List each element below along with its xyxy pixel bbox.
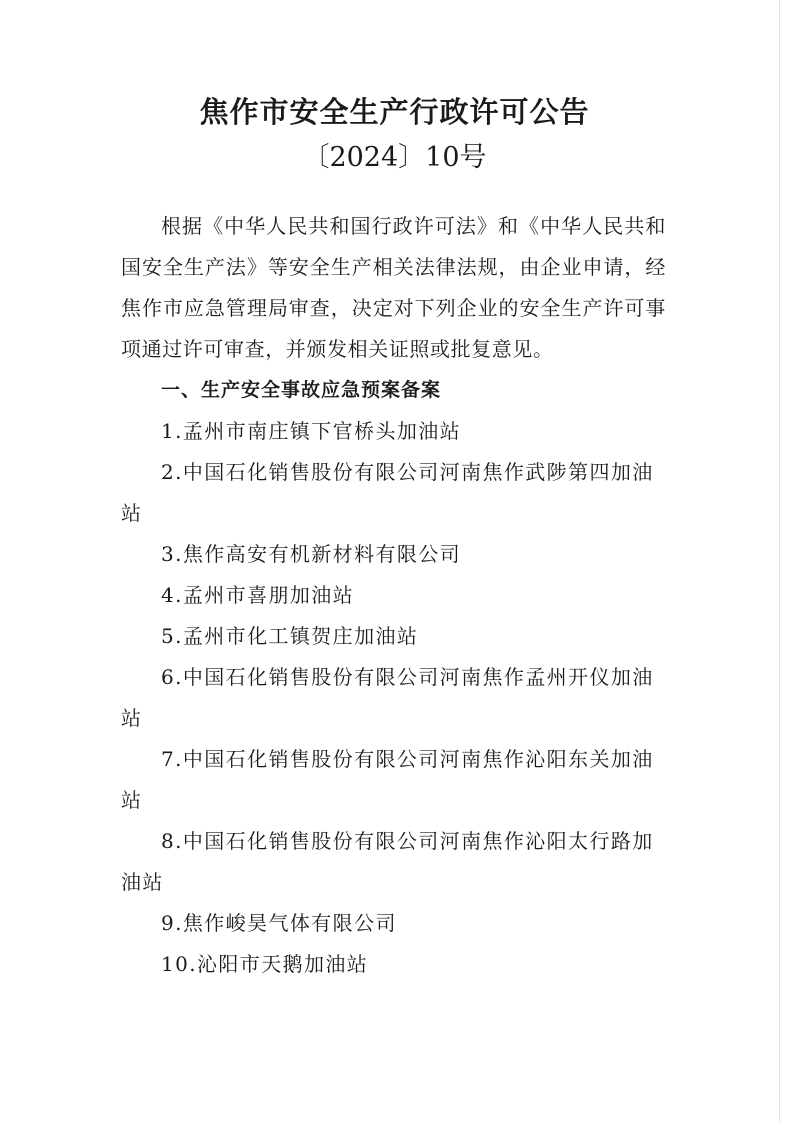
list-item: 7.中国石化销售股份有限公司河南焦作沁阳东关加油站 xyxy=(121,747,654,812)
list-item: 3.焦作高安有机新材料有限公司 xyxy=(161,542,462,566)
list-item: 6.中国石化销售股份有限公司河南焦作孟州开仪加油站 xyxy=(121,665,654,730)
document-title: 焦作市安全生产行政许可公告 xyxy=(199,95,590,129)
list-item: 1.孟州市南庄镇下官桥头加油站 xyxy=(161,419,462,443)
list-item: 2.中国石化销售股份有限公司河南焦作武陟第四加油站 xyxy=(121,460,654,525)
document-body xyxy=(121,206,666,985)
list-item: 10.沁阳市天鹅加油站 xyxy=(161,952,369,976)
list-item: 4.孟州市喜朋加油站 xyxy=(161,583,355,607)
list-item: 9.焦作峻昊气体有限公司 xyxy=(161,911,397,935)
document-number: 〔2024〕10号 xyxy=(302,142,487,173)
enterprise-list xyxy=(121,411,666,985)
section-heading: 一、生产安全事故应急预案备案 xyxy=(161,379,442,401)
intro-paragraph: 根据《中华人民共和国行政许可法》和《中华人民共和国安全生产法》等安全生产相关法律法规，由企业申请，经焦作市应急管理局审查，决定对下列企业的安全生产许可事项通过许可审查，并颁发相关证照或批复意见。 xyxy=(121,214,666,361)
list-item: 5.孟州市化工镇贺庄加油站 xyxy=(161,624,419,648)
list-item: 8.中国石化销售股份有限公司河南焦作沁阳太行路加油站 xyxy=(121,829,654,894)
